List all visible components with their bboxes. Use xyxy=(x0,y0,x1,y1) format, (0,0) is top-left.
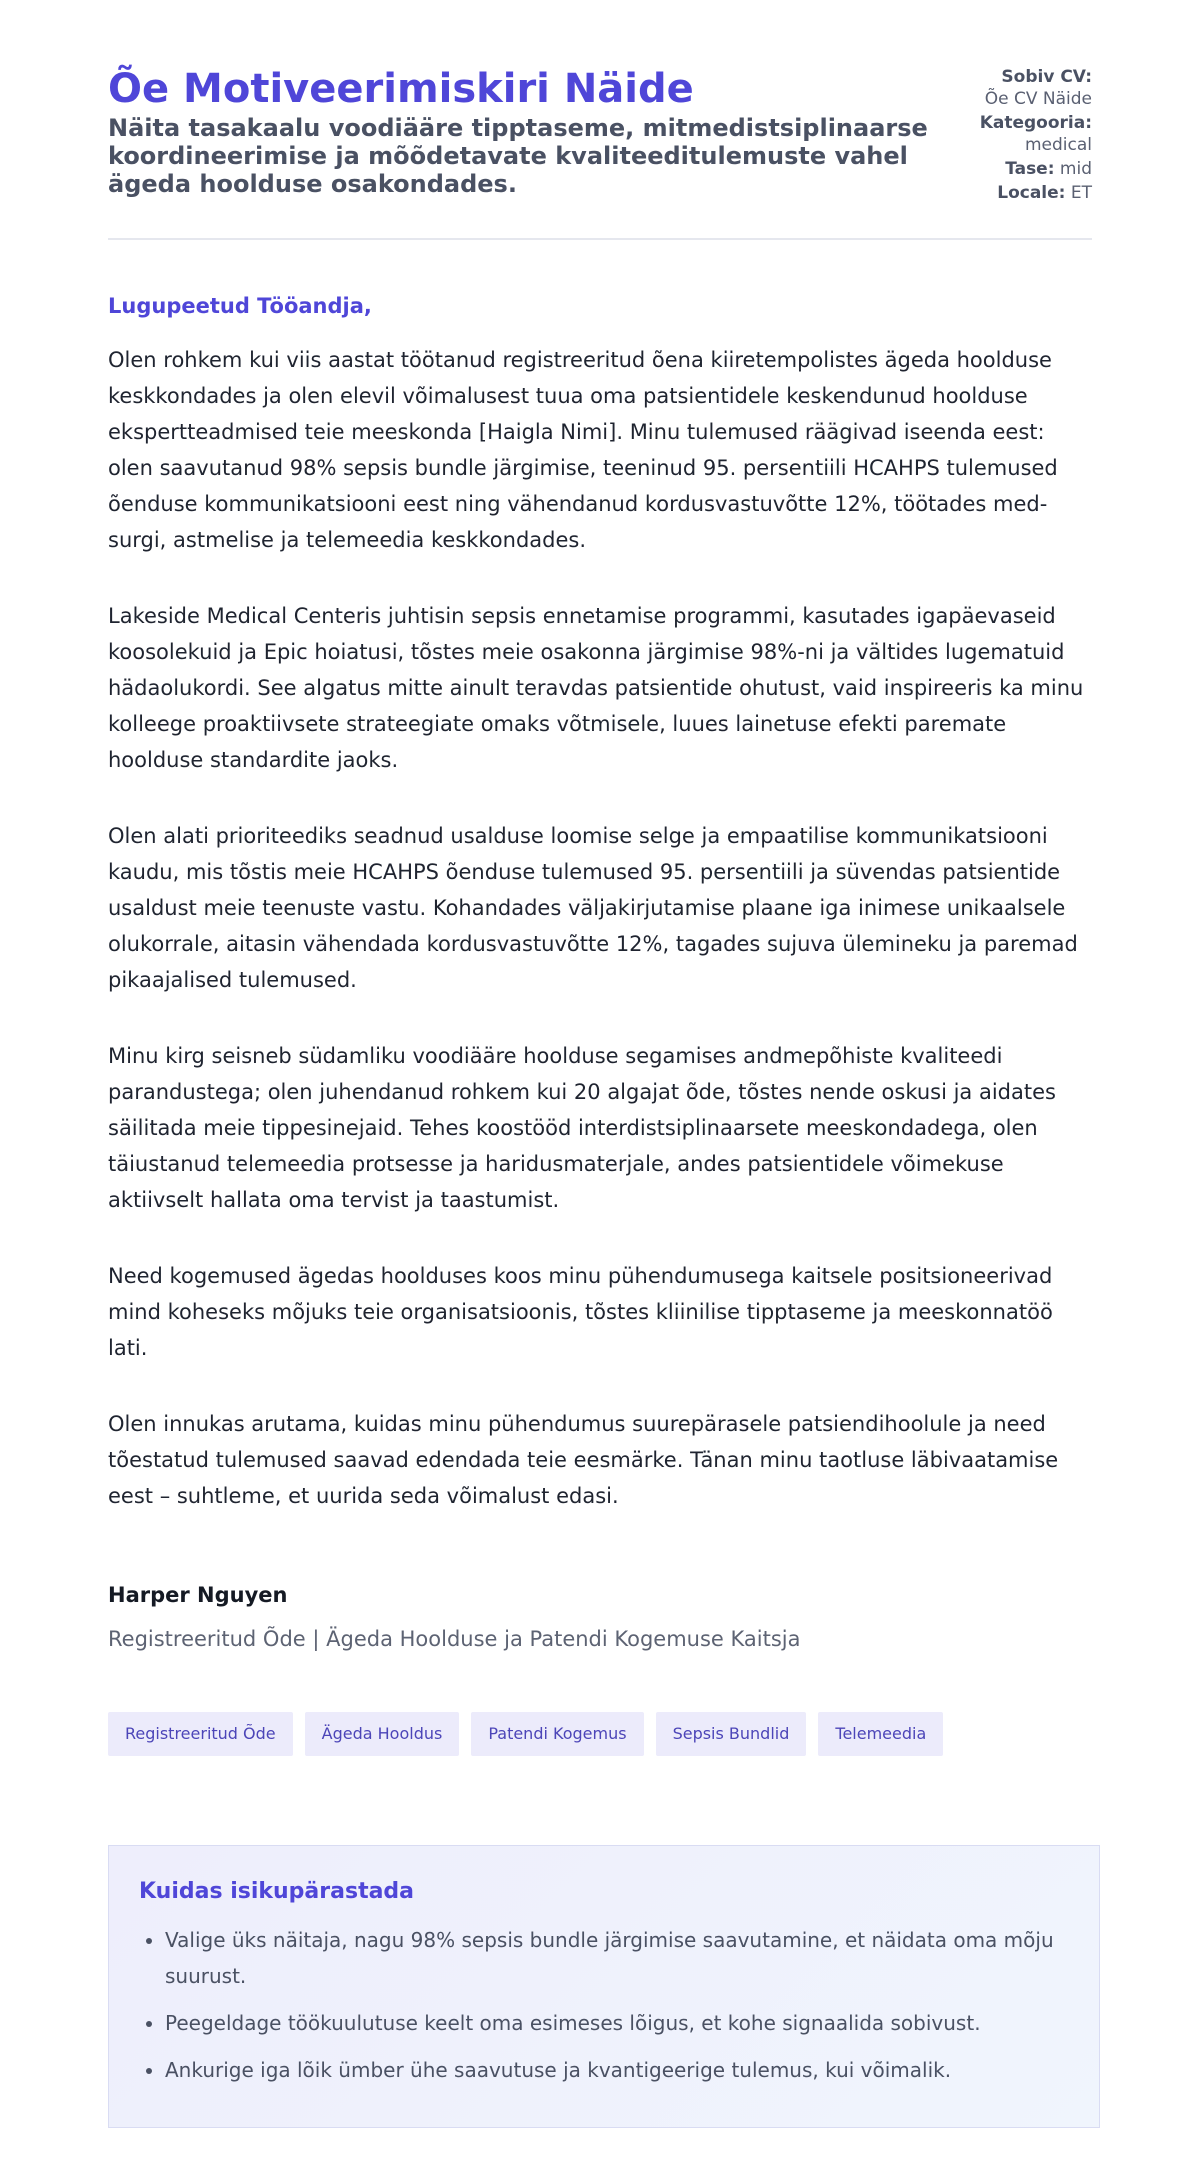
meta-category xyxy=(980,112,1092,156)
personalization-tips-box xyxy=(108,1845,1100,2128)
letter-paragraph: Minu kirg seisneb südamliku voodiääre hoolduse segamises andmepõhiste kvaliteedi parandustega; olen juhendanud rohkem kui 20 algajat õde, tõstes nende oskusi ja aidates säilitada meie tippesinejaid. Tehes koostööd interdistsiplinaarsete meeskondadega, olen täiustanud telemeedia protsesse ja haridusmaterjale, andes patsientidele võimekuse aktiivselt hallata oma tervist ja taastumist. xyxy=(108,1044,1056,1212)
meta-locale-label: Locale: xyxy=(997,183,1066,203)
meta-locale-value: ET xyxy=(1070,183,1092,203)
meta-category-value: medical xyxy=(1024,135,1092,155)
meta-level-label: Tase: xyxy=(1005,159,1055,179)
letter-paragraph: Lakeside Medical Centeris juhtisin sepsis ennetamise programmi, kasutades igapäevaseid koosolekuid ja Epic hoiatusi, tõstes meie osakonna järgimise 98%-ni ja vältides lugematuid hädaolukordi. See algatus mitte ainult teravdas patsientide ohutust, vaid inspireeris ka minu kolleege proaktiivsete strateegiate omaks võtmisele, luues lainetuse efekti paremate hoolduse standardite jaoks. xyxy=(108,604,1084,772)
meta-locale xyxy=(980,182,1092,204)
letter-paragraph: Olen innukas arutama, kuidas minu pühendumus suurepärasele patsiendihoolule ja need tõestatud tulemused saavad edendada teie eesmärke. Tänan minu taotluse läbivaatamise eest – suhtleme, et uurida seda võimalust edasi. xyxy=(108,1412,1059,1508)
signature-title: Registreeritud Õde | Ägeda Hoolduse ja Patendi Kogemuse Kaitsja xyxy=(108,1627,801,1651)
metadata-panel xyxy=(980,66,1092,206)
meta-cv-label: Sobiv CV: xyxy=(1001,67,1092,87)
letter-paragraph: Olen rohkem kui viis aastat töötanud registreeritud õena kiiretempolistes ägeda hoolduse keskkondades ja olen elevil võimalusest tuua oma patsientidele keskendunud hoolduse ekspertteadmised teie meeskonda [Haigla Nimi]. Minu tulemused räägivad iseenda eest: olen saavutanud 98% sepsis bundle järgimise, teeninud 95. persentiili HCAHPS tulemused õenduse kommunikatsiooni eest ning vähendanud kordusvastuvõtte 12%, töötades med-surgi, astmelise ja telemeedia keskkondades. xyxy=(108,348,1058,552)
tag-chip: Patendi Kogemus xyxy=(471,1712,643,1756)
tip-item: • Ankurige iga lõik ümber ühe saavutuse ja kvantigeerige tulemus, kui võimalik. xyxy=(165,2052,1069,2088)
tag-chip: Ägeda Hooldus xyxy=(305,1712,460,1756)
tip-item: • Peegeldage töökuulutuse keelt oma esimeses lõigus, et kohe signaalida sobivust. xyxy=(165,2005,1069,2041)
tag-chip: Telemeedia xyxy=(818,1712,943,1756)
meta-level-value: mid xyxy=(1059,159,1092,179)
page-title: Õe Motiveerimiskiri Näide xyxy=(108,66,694,112)
letter-salutation: Lugupeetud Tööandja, xyxy=(108,294,372,318)
letter-paragraph: Need kogemused ägedas hoolduses koos minu pühendumusega kaitsele positsioneerivad mind koheseks mõjuks teie organisatsioonis, tõstes kliinilise tipptaseme ja meeskonnatöö lati. xyxy=(108,1264,1053,1360)
page-subtitle: Näita tasakaalu voodiääre tipptaseme, mitmedistsiplinaarse koordineerimise ja mõõdetavate kvaliteeditulemuste vahel ägeda hoolduse osakondades. xyxy=(108,114,928,198)
signature-name: Harper Nguyen xyxy=(108,1583,288,1607)
meta-category-label: Kategooria: xyxy=(979,113,1092,133)
meta-cv xyxy=(980,66,1092,110)
letter-paragraph: Olen alati prioriteediks seadnud usalduse loomise selge ja empaatilise kommunikatsiooni kaudu, mis tõstis meie HCAHPS õenduse tulemused 95. persentiili ja süvendas patsientide usaldust meie teenuste vastu. Kohandades väljakirjutamise plaane iga inimese unikaalsele olukorrale, aitasin vähendada kordusvastuvõtte 12%, tagades sujuva ülemineku ja paremad pikaajalised tulemused. xyxy=(108,824,1078,992)
tip-item: • Valige üks näitaja, nagu 98% sepsis bundle järgimise saavutamine, et näidata oma mõju suurust. xyxy=(165,1922,1069,1994)
document-header xyxy=(108,0,1092,240)
meta-level xyxy=(980,158,1092,180)
tag-chip: Sepsis Bundlid xyxy=(656,1712,807,1756)
tips-title: Kuidas isikupärastada xyxy=(139,1879,415,1904)
tag-list xyxy=(108,1712,1092,1756)
tips-list xyxy=(139,1922,1069,2088)
meta-cv-value: Õe CV Näide xyxy=(984,89,1092,109)
tag-chip: Registreeritud Õde xyxy=(108,1712,293,1756)
